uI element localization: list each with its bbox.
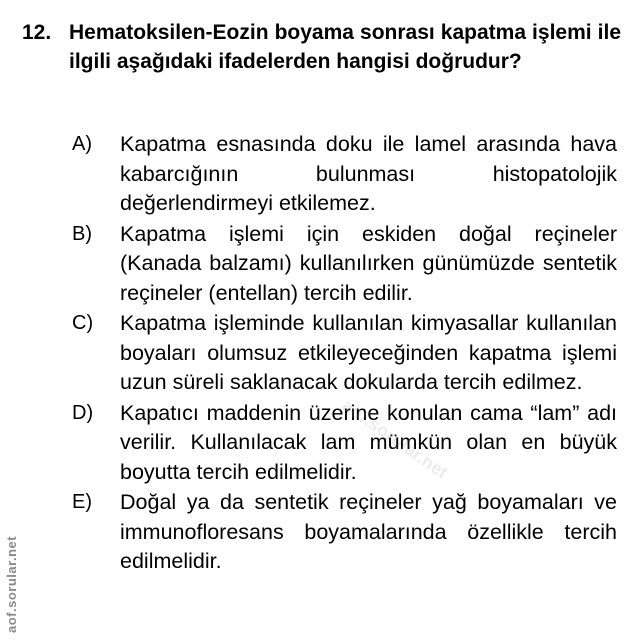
question-number: 12. (22, 21, 52, 44)
diagonal-watermark: aof.sorular.net (338, 395, 452, 483)
option-e (72, 488, 617, 577)
option-a (72, 130, 617, 219)
option-letter: E) (72, 491, 92, 513)
question-stem: Hematoksilen-Eozin boyama sonrası kapatma işlemi ile ilgili aşağıdaki ifadelerden hangisi doğrudur? (69, 21, 621, 73)
option-letter: C) (72, 312, 94, 334)
option-text: Kapatma işlemi için eskiden doğal reçineler (Kanada balzamı) kullanılırken günümüzde sentetik reçineler (entellan) tercih edilir. (120, 221, 617, 305)
option-b (72, 220, 617, 309)
option-text: Doğal ya da sentetik reçineler yağ boyamaları ve immunofloresans boyamalarında özellikle tercih edilmelidir. (120, 490, 617, 573)
option-text: Kapatma esnasında doku ile lamel arasında hava kabarcığının bulunması histopatolojik değerlendirmeyi etkilemez. (120, 132, 617, 215)
option-text: Kapatıcı maddenin üzerine konulan cama “lam” adı verilir. Kullanılacak lam mümkün olan en büyük boyutta tercih edilmelidir. (120, 400, 617, 484)
option-letter: D) (72, 401, 94, 424)
option-letter: A) (72, 133, 92, 155)
answer-options (72, 130, 617, 578)
side-watermark: aof.sorular.net (4, 535, 19, 633)
option-letter: B) (72, 222, 92, 245)
option-text: Kapatma işleminde kullanılan kimyasallar kullanılan boyaları olumsuz etkileyeceğinden kapatma işlemi uzun süreli saklanacak dokularda tercih edilmez. (120, 311, 617, 394)
option-c (72, 309, 617, 398)
